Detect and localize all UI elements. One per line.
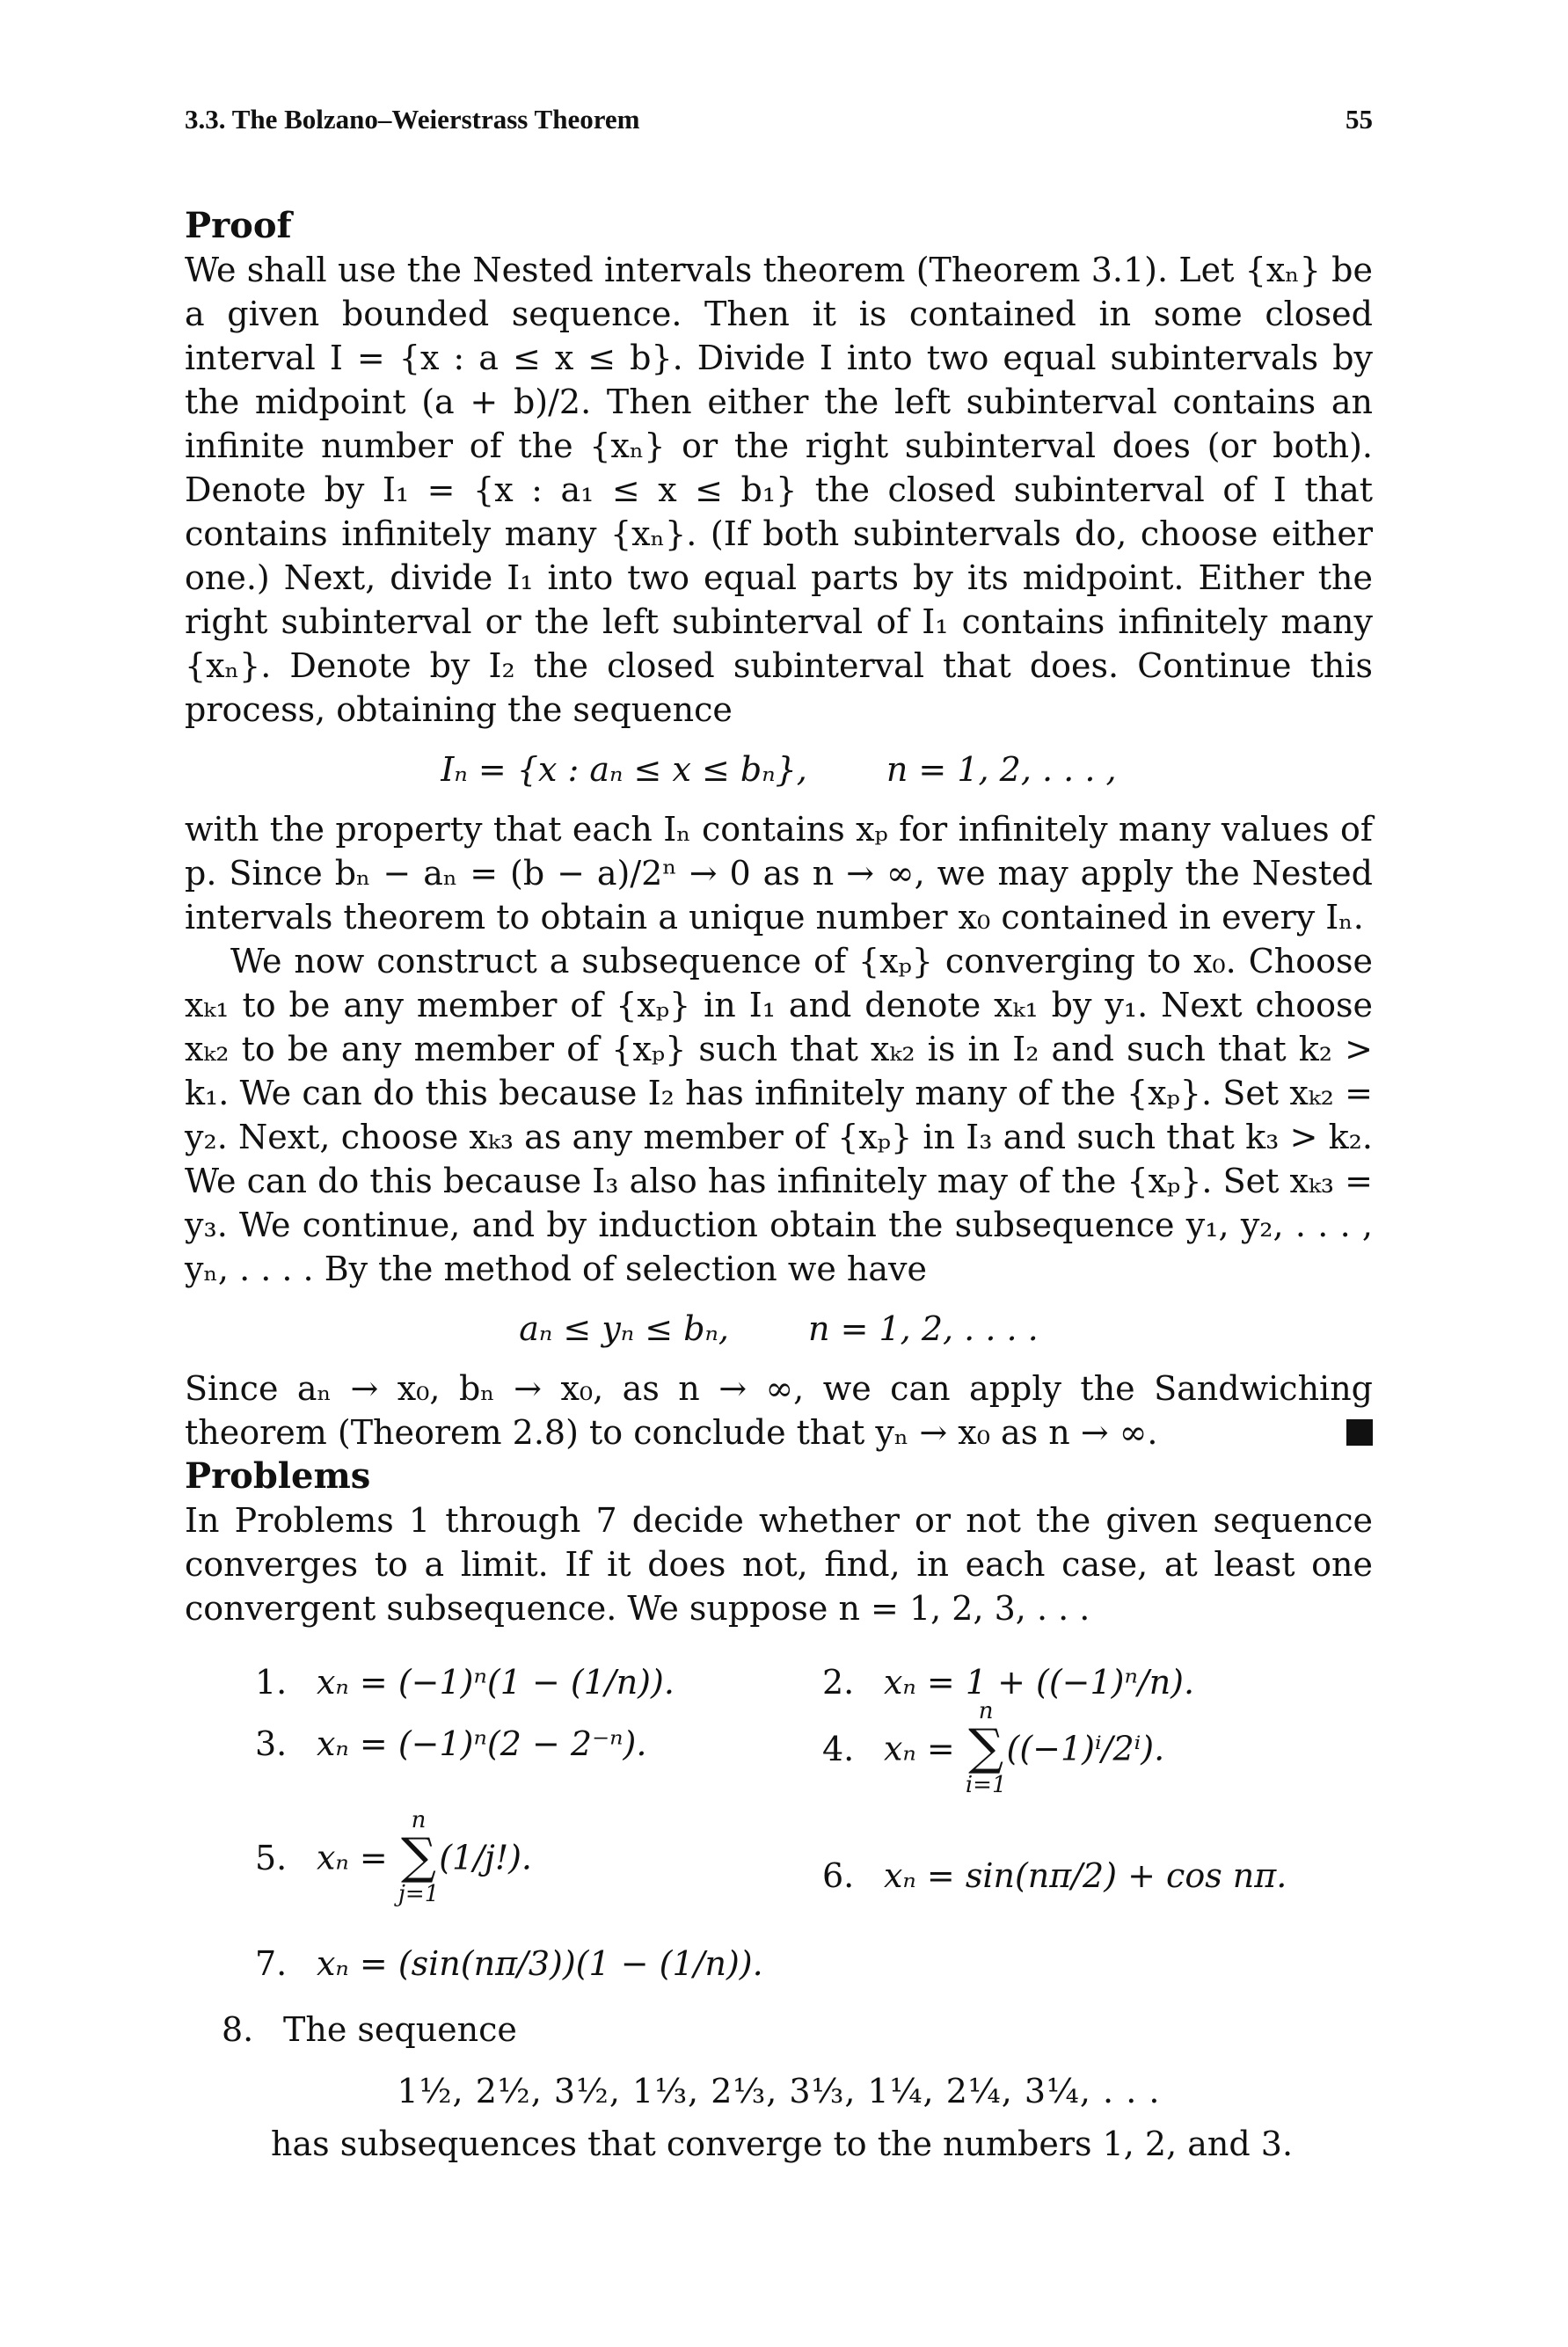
equation-intervals-range: n = 1, 2, . . . , bbox=[886, 750, 1117, 789]
problem-number: 5. bbox=[255, 1838, 288, 1877]
problem-rhs: ((−1)ⁱ/2ⁱ). bbox=[1006, 1729, 1165, 1768]
problem-8-tail: has subsequences that converge to the numbers 1, 2, and 3. bbox=[271, 2125, 1294, 2163]
problem-expression: xₙ = (sin(nπ/3))(1 − (1/n)). bbox=[317, 1944, 763, 1983]
qed-square-icon bbox=[1346, 1419, 1373, 1446]
problem-expression: xₙ = (−1)ⁿ(1 − (1/n)). bbox=[317, 1663, 675, 1702]
problem-number: 7. bbox=[255, 1944, 288, 1983]
sum-lower-limit: j=1 bbox=[397, 1881, 440, 1907]
problem-number: 6. bbox=[822, 1856, 855, 1895]
problems-heading: Problems bbox=[185, 1455, 371, 1497]
problem-number: 3. bbox=[255, 1724, 288, 1763]
problem-lhs: xₙ = bbox=[884, 1729, 955, 1768]
proof-heading: Proof bbox=[185, 205, 292, 246]
equation-bounds-range: n = 1, 2, . . . . bbox=[808, 1309, 1039, 1348]
problem-expression: xₙ = 1 + ((−1)ⁿ/n). bbox=[884, 1663, 1195, 1702]
problem-number: 1. bbox=[255, 1663, 288, 1702]
sum-upper-limit: n bbox=[978, 1698, 994, 1724]
problem-lhs: xₙ = bbox=[317, 1838, 388, 1877]
problem-5 bbox=[255, 1807, 532, 1910]
section-title: 3.3. The Bolzano–Weierstrass Theorem bbox=[185, 104, 640, 135]
problem-number: 4. bbox=[822, 1729, 855, 1768]
running-header bbox=[185, 104, 1373, 135]
problem-expression: xₙ = (−1)ⁿ(2 − 2⁻ⁿ). bbox=[317, 1724, 647, 1763]
equation-intervals: Iₙ = {x : aₙ ≤ x ≤ bₙ}, bbox=[441, 750, 807, 789]
problem-2 bbox=[822, 1660, 1194, 1704]
problem-3 bbox=[255, 1722, 646, 1766]
proof-paragraph-4-text: Since aₙ → x₀, bₙ → x₀, as n → ∞, we can apply the Sandwiching theorem (Theorem 2.8) to conclude that yₙ → x₀ as n → ∞. bbox=[185, 1369, 1373, 1452]
display-equation-intervals bbox=[185, 747, 1373, 791]
sum-lower-limit: i=1 bbox=[965, 1772, 1007, 1798]
summation-icon: n ∑ j=1 bbox=[397, 1807, 440, 1907]
sum-upper-limit: n bbox=[411, 1807, 427, 1833]
problem-number: 2. bbox=[822, 1663, 855, 1702]
main-content bbox=[185, 204, 1373, 2166]
proof-paragraph-3: We now construct a subsequence of {xₚ} converging to x₀. Choose xₖ₁ to be any member of {xₚ} in I₁ and denote xₖ₁ by y₁. Next choose xₖ₂ to be any member of {xₚ} such that xₖ₂ is in I₂ and such that k₂ > k₁. We can do this because I₂ has infinitely many of the {xₚ}. Set xₖ₂ = y₂. Next, choose xₖ₃ as any member of {xₚ} in I₃ and such that k₃ > k₂. We can do this because I₃ also has infinitely may of the {xₚ}. Set xₖ₃ = y₃. We continue, and by induction obtain the subsequence y₁, y₂, . . . , yₙ, . . . . By the method of selection we have bbox=[185, 942, 1373, 1288]
problem-8-sequence: 1½, 2½, 3½, 1⅓, 2⅓, 3⅓, 1¼, 2¼, 3¼, . . . bbox=[397, 2072, 1161, 2110]
proof-paragraph-2: with the property that each Iₙ contains xₚ for infinitely many values of p. Since bₙ − aₙ = (b − a)/2ⁿ → 0 as n → ∞, we may apply the Nested intervals theorem to obtain a unique number x₀ contained in every Iₙ. bbox=[185, 810, 1373, 937]
page-number: 55 bbox=[1346, 104, 1373, 135]
problem-6 bbox=[822, 1854, 1287, 1898]
proof-paragraph-4 bbox=[185, 1367, 1373, 1454]
problem-number: 8. bbox=[222, 2010, 254, 2049]
problem-4 bbox=[822, 1698, 1165, 1801]
display-equation-bounds bbox=[185, 1307, 1373, 1351]
problem-7 bbox=[255, 1942, 763, 1986]
proof-paragraph-1: We shall use the Nested intervals theorem (Theorem 3.1). Let {xₙ} be a given bounded sequence. Then it is contained in some closed interval I = {x : a ≤ x ≤ b}. Divide I into two equal subintervals by the midpoint (a + b)/2. Then either the left subinterval contains an infinite number of the {xₙ} or the right subinterval does (or both). Denote by I₁ = {x : a₁ ≤ x ≤ b₁} the closed subinterval of I that contains infinitely many {xₙ}. (If both subintervals do, choose either one.) Next, divide I₁ into two equal parts by its midpoint. Either the right subinterval or the left subinterval of I₁ contains infinitely many {xₙ}. Denote by I₂ the closed subinterval that does. Continue this process, obtaining the sequence bbox=[185, 251, 1373, 729]
problem-1 bbox=[255, 1660, 675, 1704]
problem-rhs: (1/j!). bbox=[439, 1838, 532, 1877]
problem-expression: xₙ = sin(nπ/2) + cos nπ. bbox=[884, 1856, 1287, 1895]
summation-icon: n ∑ i=1 bbox=[965, 1698, 1007, 1798]
problem-8 bbox=[185, 2008, 1373, 2166]
problem-8-lead: The sequence bbox=[283, 2010, 517, 2049]
problems-intro: In Problems 1 through 7 decide whether or not the given sequence converges to a limit. If it does not, find, in each case, at least one convergent subsequence. We suppose n = 1, 2, 3, . . . bbox=[185, 1501, 1373, 1628]
equation-bounds: aₙ ≤ yₙ ≤ bₙ, bbox=[519, 1309, 730, 1348]
problem-list bbox=[185, 1651, 1373, 2008]
